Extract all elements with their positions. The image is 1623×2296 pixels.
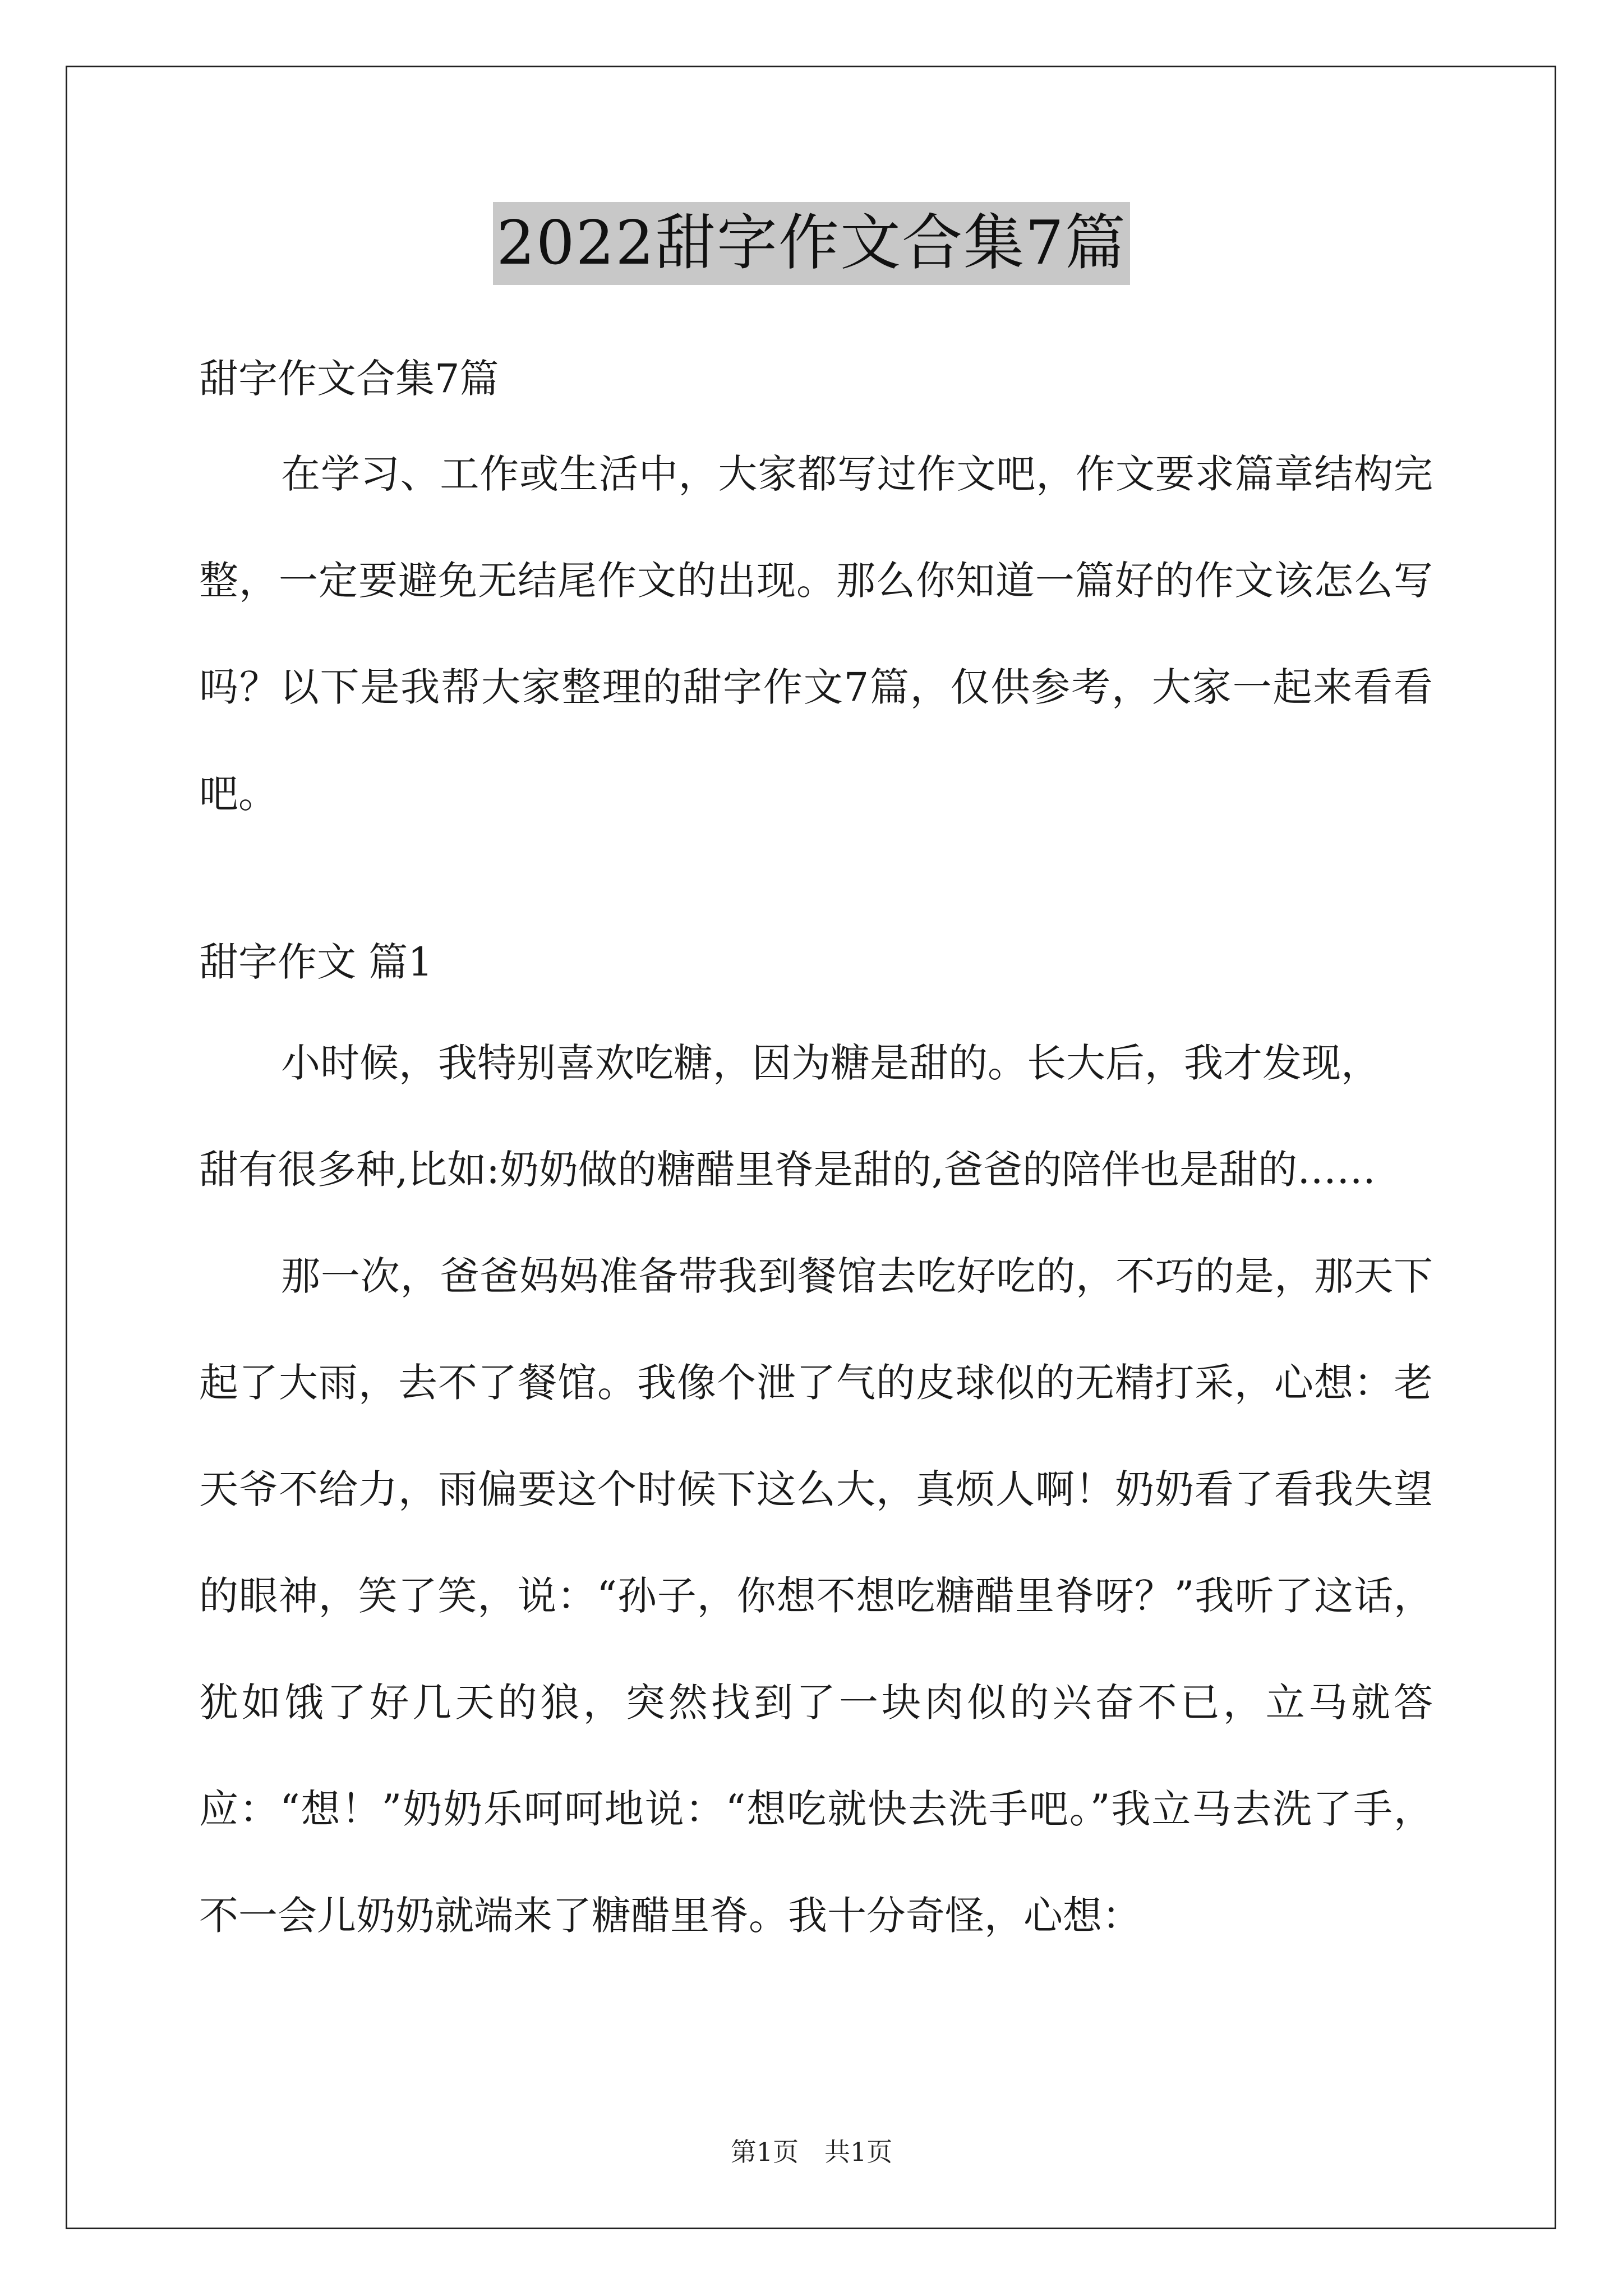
spacer (199, 847, 1433, 914)
document-body (199, 342, 1433, 1969)
document-title: 2022甜字作文合集7篇 (493, 202, 1130, 285)
title-container (0, 202, 1623, 285)
intro-paragraph: 在学习、工作或生活中，大家都写过作文吧，作文要求篇章结构完整，一定要避免无结尾作文的出现。那么你知道一篇好的作文该怎么写吗？以下是我帮大家整理的甜字作文7篇，仅供参考，大家一起来看看吧。 (199, 451, 1433, 817)
body-paragraph: 甜有很多种,比如:奶奶做的糖醋里脊是甜的,爸爸的陪伴也是甜的…… (199, 1147, 1376, 1193)
page-footer: 第1页 共1页 (730, 2137, 893, 2167)
spacer (199, 415, 1433, 421)
document-subtitle: 甜字作文合集7篇 (199, 356, 499, 402)
section-heading: 甜字作文 篇1 (199, 939, 433, 985)
body-paragraph: 那一次，爸爸妈妈准备带我到餐馆去吃好吃的，不巧的是，那天下起了大雨，去不了餐馆。我像个泄了气的皮球似的无精打采，心想：老天爷不给力，雨偏要这个时候下这么大，真烦人啊！奶奶看了看我失望的眼神，笑了笑，说：“孙子，你想不想吃糖醋里脊呀？”我听了这话，犹如饿了好几天的狼，突然找到了一块肉似的兴奋不已，立马就答应：“想！”奶奶乐呵呵地说：“想吃就快去洗手吧。”我立马去洗了手，不一会儿奶奶就端来了糖醋里脊。我十分奇怪，心想： (199, 1253, 1433, 1939)
body-paragraph: 小时候，我特别喜欢吃糖，因为糖是甜的。长大后，我才发现， (281, 1040, 1380, 1086)
